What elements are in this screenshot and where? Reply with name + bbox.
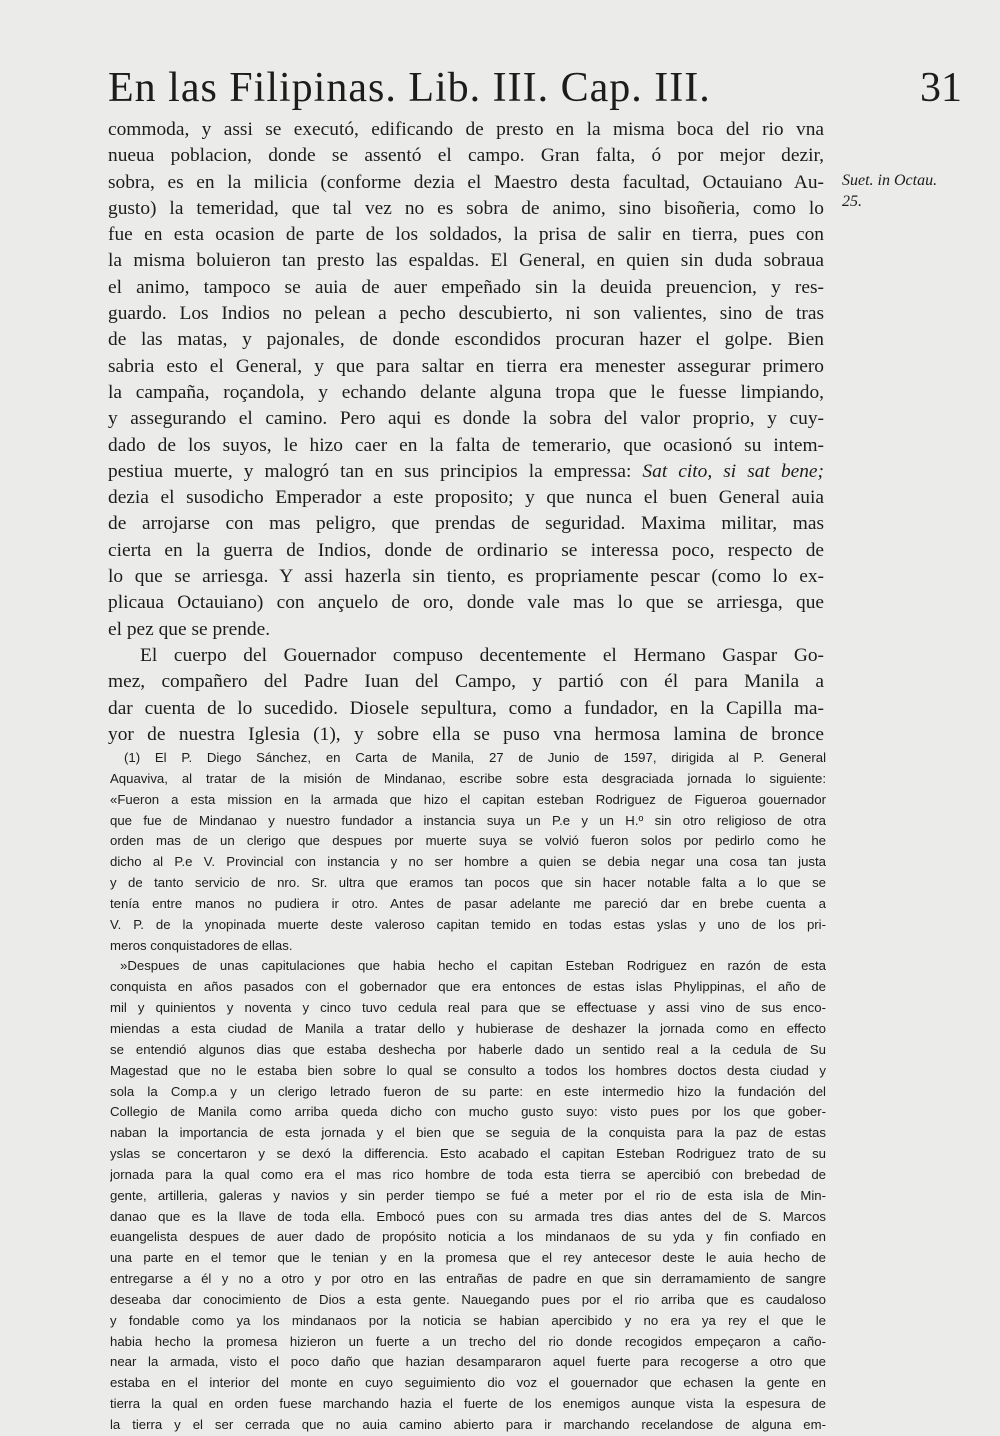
text-line: gusto) la temeridad, que tal vez no es sobra de animo, sino bisoñeria, como lo bbox=[108, 197, 824, 219]
text-line: lo que se arriesga. Y assi hazerla sin tiento, es propriamente pescar (como lo ex- bbox=[108, 566, 824, 588]
footnote-line: habia hecho la promesa hizieron un fuerte a un trecho del rio donde recogidos empeçaron a caño- bbox=[110, 1333, 826, 1349]
margin-note-line: 25. bbox=[842, 193, 862, 210]
footnote-line: Collegio de Manila como arriba queda dicho con mucho gusto suyo: visto pues por los que gober- bbox=[110, 1104, 826, 1120]
latin-quote: Sat cito, si sat bene; bbox=[642, 460, 824, 482]
footnote-line: y fondable como ya los mindanaos por la noticia se habian apercibido y no era ya rey el que le bbox=[110, 1312, 826, 1328]
text-segment: pestiua muerte, y malogró tan en sus principios la empressa: bbox=[108, 460, 643, 482]
footnote-line: tierra la qual en orden fuese marchando hazia el fuerte de los enemigos aunque vista la espesura de bbox=[110, 1396, 826, 1412]
text-line: plicaua Octauiano) con ançuelo de oro, donde vale mas lo que se arriesga, que bbox=[108, 592, 824, 614]
footnote-line: entregarse a él y no a otro y por otro en las entrañas de padre en que sin derramamiento de sangre bbox=[110, 1271, 826, 1287]
text-line: El cuerpo del Gouernador compuso decentemente el Hermano Gaspar Go- bbox=[140, 644, 824, 666]
footnote-line: Magestad que no le estaba bien sobre lo qual se consulto a todos los hombres doctos desta ciudad y bbox=[110, 1062, 826, 1078]
footnote-line: se entendió algunos dias que estaba deshecha por haberle dado un sentido real a la cedula de Su bbox=[110, 1041, 826, 1057]
footnote-line: gente, artilleria, galeras y navios y sin perder tiempo se fué a meter por el rio de esta isla de Min- bbox=[110, 1187, 826, 1203]
page-number: 31 bbox=[920, 65, 962, 111]
text-line: y assegurando el camino. Pero aqui es donde la sobra del valor proprio, y cuy- bbox=[108, 408, 824, 430]
footnote-line: naban la importancia de esta jornada y el bien que se seguia de la conquista para la paz de estas bbox=[110, 1125, 826, 1141]
text-line: guardo. Los Indios no pelean a pecho descubierto, ni son valientes, sino de tras bbox=[108, 303, 824, 325]
footnote-line: Aquaviva, al tratar de la misión de Mindanao, escribe sobre esta desgraciada jornada lo siguiente: bbox=[110, 770, 826, 786]
footnote-line: yslas se concertaron y se dexó la differencia. Esto acabado el capitan Esteban Rodriguez trato de su bbox=[110, 1146, 826, 1162]
text-line: el animo, tampoco se auia de auer empeñado sin la deuida preuencion, y res- bbox=[108, 276, 824, 298]
text-line: nueua poblacion, donde se assentó el campo. Gran falta, ó por mejor dezir, bbox=[108, 145, 824, 167]
footnote-line: sola la Comp.a y un clerigo letrado fueron de su parte: en este intermedio hizo la fundación del bbox=[110, 1083, 826, 1099]
footnote-line: jornada para la qual como era el mas rico hombre de toda esta tierra se apercibió con brebedad de bbox=[110, 1166, 826, 1182]
footnote-line: «Fueron a esta mission en la armada que hizo el capitan esteban Rodriguez de Figueroa gouernador bbox=[110, 791, 826, 807]
footnote-line: que fue de Mindanao y nuestro fundador a instancia suya un P.e y un H.º sin otro religioso de otra bbox=[110, 812, 826, 828]
running-head: En las Filipinas. Lib. III. Cap. III. bbox=[108, 65, 711, 111]
text-line: cierta en la guerra de Indios, donde de ordinario se interessa poco, respecto de bbox=[108, 539, 824, 561]
footnote-line: miendas a esta ciudad de Manila a tratar dello y hubierase de deshazer la jornada como en effecto bbox=[110, 1020, 826, 1036]
text-line: commoda, y assi se executó, edificando de presto en la misma boca del rio vna bbox=[108, 119, 824, 140]
footnote-line: deseaba dar conocimiento de Dios a esta gente. Nauegando pues por el rio arriba que es caudaloso bbox=[110, 1291, 826, 1307]
footnote-line: »Despues de unas capitulaciones que habia hecho el capitan Esteban Rodriguez en razón de esta bbox=[120, 958, 826, 974]
footnote-line: danao que es la llave de toda ella. Embocó pues con su armada tres dias antes del de S. Marcos bbox=[110, 1208, 826, 1224]
footnote-line: conquista en años pasados con el gobernador que era entonces de estas islas Phylippinas, el año de bbox=[110, 979, 826, 995]
margin-note-line: Suet. in Octau. bbox=[842, 172, 938, 189]
footnote-line: euangelista despues de auer dado de propósito noticia a los mindanaos de su yda y fin confiado en bbox=[110, 1229, 826, 1245]
main-text bbox=[108, 117, 824, 748]
text-line: dado de los suyos, le hizo caer en la falta de temerario, que ocasionó su intem- bbox=[108, 434, 824, 456]
text-line: de las matas, y pajonales, de donde escondidos procuran hazer el golpe. Bien bbox=[108, 329, 824, 351]
text-line: el pez que se prende. bbox=[108, 618, 271, 640]
text-line: yor de nuestra Iglesia (1), y sobre ella se puso vna hermosa lamina de bronce bbox=[108, 723, 824, 745]
footnote-line: orden mas de un clerigo que despues por muerte suya se volvió fueron solos por pedirlo como he bbox=[110, 833, 826, 849]
footnote-line: dicho al P.e V. Provincial con instancia y no ser hombre a quien se debia negar una cosa tan justa bbox=[110, 854, 826, 870]
text-line: dar cuenta de lo sucedido. Diosele sepultura, como a fundador, en la Capilla ma- bbox=[108, 697, 824, 719]
text-line: la misma boluieron tan presto las espaldas. El General, en quien sin duda sobraua bbox=[108, 250, 824, 272]
footnote-line: y de tanto servicio de nro. Sr. ultra que eramos tan pocos que sin hacer notable falta a lo que se bbox=[110, 875, 826, 891]
footnotes bbox=[110, 748, 826, 1436]
footnote-line: estaba en el interior del monte en cuyo seguimiento dio voz el gouernador que echasen la gente en bbox=[110, 1375, 826, 1391]
footnote-line: V. P. de la ynopinada muerte deste valeroso capitan temido en todas estas yslas y uno de los pri- bbox=[110, 916, 826, 932]
text-line: fue en esta ocasion de parte de los soldados, la prisa de salir en tierra, pues con bbox=[108, 224, 824, 246]
footnote-line: (1) El P. Diego Sánchez, en Carta de Manila, 27 de Junio de 1597, dirigida al P. General bbox=[124, 750, 826, 765]
margin-note bbox=[842, 170, 982, 212]
text-line: dezia el susodicho Emperador a este proposito; y que nunca el buen General auia bbox=[108, 487, 824, 509]
text-line: mez, compañero del Padre Iuan del Campo, y partió con él para Manila a bbox=[108, 671, 824, 693]
text-line: sabria esto el General, y que para saltar en tierra era menester assegurar primero bbox=[108, 355, 824, 377]
footnote-line: la tierra y el ser cerrada que no auia camino abierto para ir marchando recelandose de alguna em- bbox=[110, 1417, 826, 1432]
text-line: sobra, es en la milicia (conforme dezia el Maestro desta facultad, Octauiano Au- bbox=[108, 171, 824, 193]
footnote-line: meros conquistadores de ellas. bbox=[110, 937, 293, 953]
footnote-line: tenía entre manos no pudiera ir otro. Antes de pasar adelante me pareció dar en brebe cuenta a bbox=[110, 895, 826, 911]
footnote-line: near la armada, visto el poco daño que hazian desampararon aquel fuerte para recogerse a otro que bbox=[110, 1354, 826, 1370]
text-line: de arrojarse con mas peligro, que prendas de seguridad. Maxima militar, mas bbox=[108, 513, 824, 535]
text-line: la campaña, roçandola, y echando delante alguna tropa que le fuesse limpiando, bbox=[108, 381, 824, 403]
footnote-line: mil y quinientos y noventa y cinco tuvo cedula real para que se effectuase y assi vino de sus enco- bbox=[110, 1000, 826, 1016]
text-line-with-quote bbox=[108, 459, 824, 485]
footnote-line: una parte en el temor que le tenian y en la promesa que el rey antecesor deste le auia hecho de bbox=[110, 1250, 826, 1266]
